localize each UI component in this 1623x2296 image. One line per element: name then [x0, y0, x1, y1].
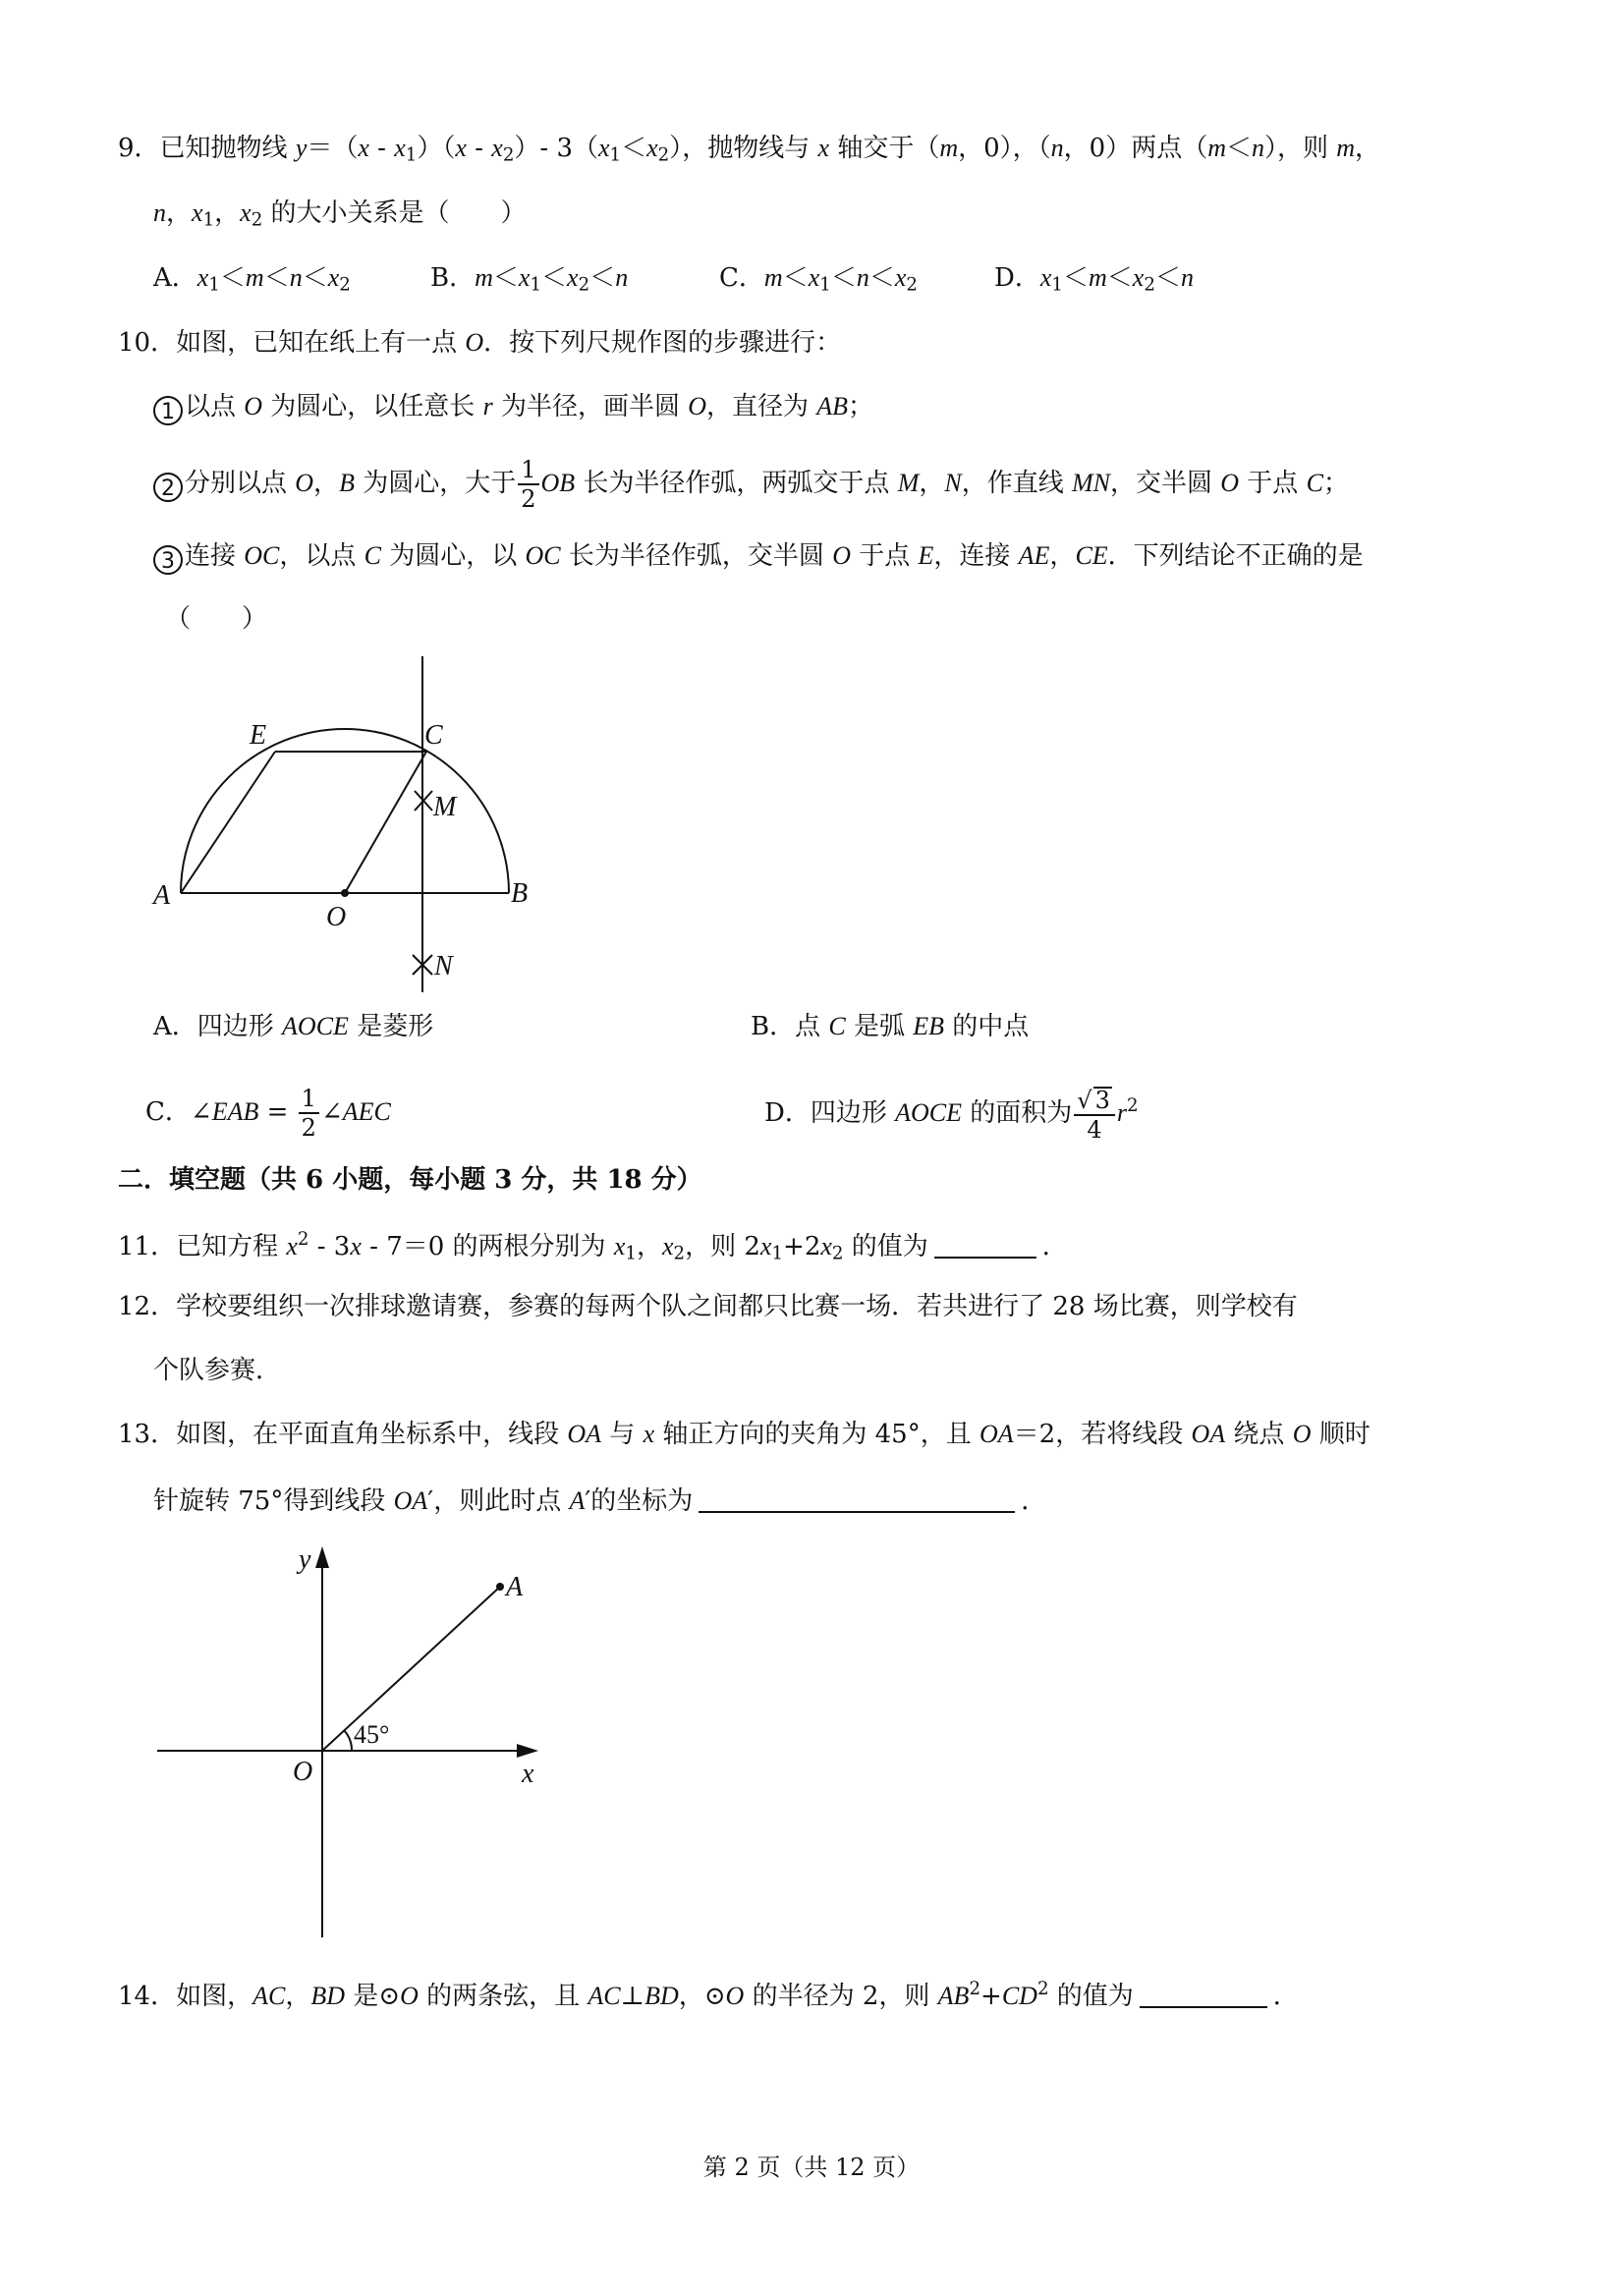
q9-option-b: B．$m<x_1<x_2<n$	[430, 263, 629, 296]
label-n: N	[434, 951, 453, 981]
q10-step3: 3 连接 OC，以点 C 为圆心，以 OC 长为半径作弧，交半圆 O 于点 E，连接 AE，CE．下列结论不正确的是	[153, 543, 1364, 575]
fraction-one-half: $\frac{1}{2}$	[518, 458, 538, 511]
page-footer: 第 2 页（共 12 页）	[702, 2154, 921, 2181]
q13-line1: 13．如图，在平面直角坐标系中，线段 OA 与 x 轴正方向的夹角为 45°，且 OA＝2，若将线段 OA 绕点 O 顺时	[118, 1420, 1371, 1449]
segment-co	[345, 752, 426, 893]
fraction-one-half: $\frac{1}{2}$	[299, 1087, 319, 1140]
segment-ae	[181, 752, 275, 893]
q9-line2: n，$x_1$，$x_2$ 的大小关系是（ ）	[153, 198, 527, 231]
label-m: M	[433, 792, 457, 822]
q9-option-a: A．$x_1<m<n<x_2$	[153, 263, 351, 296]
q13-line2: 针旋转 75°得到线段 OA′，则此时点 A′的坐标为 ．	[153, 1486, 1047, 1516]
label-o: O	[293, 1757, 313, 1787]
q13-answer-blank[interactable]	[699, 1485, 1015, 1513]
circled-one-icon: 1	[153, 396, 183, 425]
q11-answer-blank[interactable]	[934, 1231, 1036, 1259]
q9-option-d: D．$x_1<m<x_2<n$	[994, 263, 1194, 296]
q9-option-c: C．$m<x_1<n<x_2$	[719, 263, 918, 296]
label-b: B	[511, 878, 529, 909]
label-45-degree: 45°	[354, 1720, 390, 1749]
label-e: E	[250, 720, 267, 751]
q10-option-b: B．点 C 是弧 EB 的中点	[751, 1012, 1030, 1041]
label-a: A	[506, 1572, 524, 1602]
y-axis-arrow-icon	[315, 1546, 329, 1568]
q10-option-c: C．∠EAB = $\frac{1}{2}$ ∠AEC	[145, 1085, 391, 1142]
q13-figure	[147, 1533, 560, 1945]
label-y: y	[299, 1544, 311, 1575]
q14-line: 14．如图，AC，BD 是⊙O 的两条弦，且 AC⊥BD，⊙O 的半径为 2，则 $AB^2+CD^2$ 的值为 ．	[118, 1979, 1299, 2011]
q11-line: 11．已知方程 $x^2 - 3x - 7=0$ 的两根分别为 $x_1$，$x_2$，则 $2x_1+2x_2$ 的值为 ．	[118, 1229, 1068, 1264]
x-axis-arrow-icon	[517, 1744, 538, 1758]
circled-three-icon: 3	[153, 545, 183, 575]
circled-two-icon: 2	[153, 473, 183, 502]
q10-step1: 1 以点 O 为圆心，以任意长 r 为半径，画半圆 O，直径为 AB；	[153, 394, 873, 425]
q10-option-d: D．四边形 AOCE 的面积为 $\frac{√ 3}{4}$ $r^2$	[764, 1087, 1139, 1144]
point-a	[496, 1583, 504, 1591]
q12-line1: 12．学校要组织一次排球邀请赛，参赛的每两个队之间都只比赛一场．若共进行了 28 场比赛，则学校有	[118, 1292, 1298, 1321]
point-o	[341, 889, 349, 897]
q12-line2: 个队参赛．	[153, 1356, 282, 1385]
label-x: x	[522, 1759, 534, 1789]
label-a: A	[153, 880, 171, 911]
segment-oa	[322, 1587, 500, 1751]
angle-arc	[344, 1730, 352, 1751]
q10-figure	[147, 648, 540, 1002]
q10-line1: 10．如图，已知在纸上有一点 O．按下列尺规作图的步骤进行：	[118, 328, 842, 358]
q10-paren: （ ）	[165, 604, 268, 634]
q9-line1: 9．已知抛物线 $y=(x - x_1)(x - x_2)-$ $3(x_1<x_2)$，抛物线与 x 轴交于（m，0），（n，0）两点（m＜n），则 m，	[118, 134, 1381, 166]
fraction-sqrt3-over-4: $\frac{√ 3}{4}$	[1074, 1087, 1115, 1142]
q10-step2: 2 分别以点 O，B 为圆心，大于 $\frac{1}{2}$ OB 长为半径作弧，两弧交于点 M，N，作直线 MN，交半圆 O 于点 C；	[153, 458, 1349, 511]
section-2-heading: 二．填空题（共 6 小题，每小题 3 分，共 18 分）	[118, 1165, 702, 1195]
semicircle-arc	[181, 729, 509, 893]
label-c: C	[424, 720, 443, 751]
label-o: O	[326, 902, 347, 932]
q14-answer-blank[interactable]	[1140, 1981, 1267, 2008]
q10-option-a: A．四边形 AOCE 是菱形	[153, 1012, 434, 1041]
